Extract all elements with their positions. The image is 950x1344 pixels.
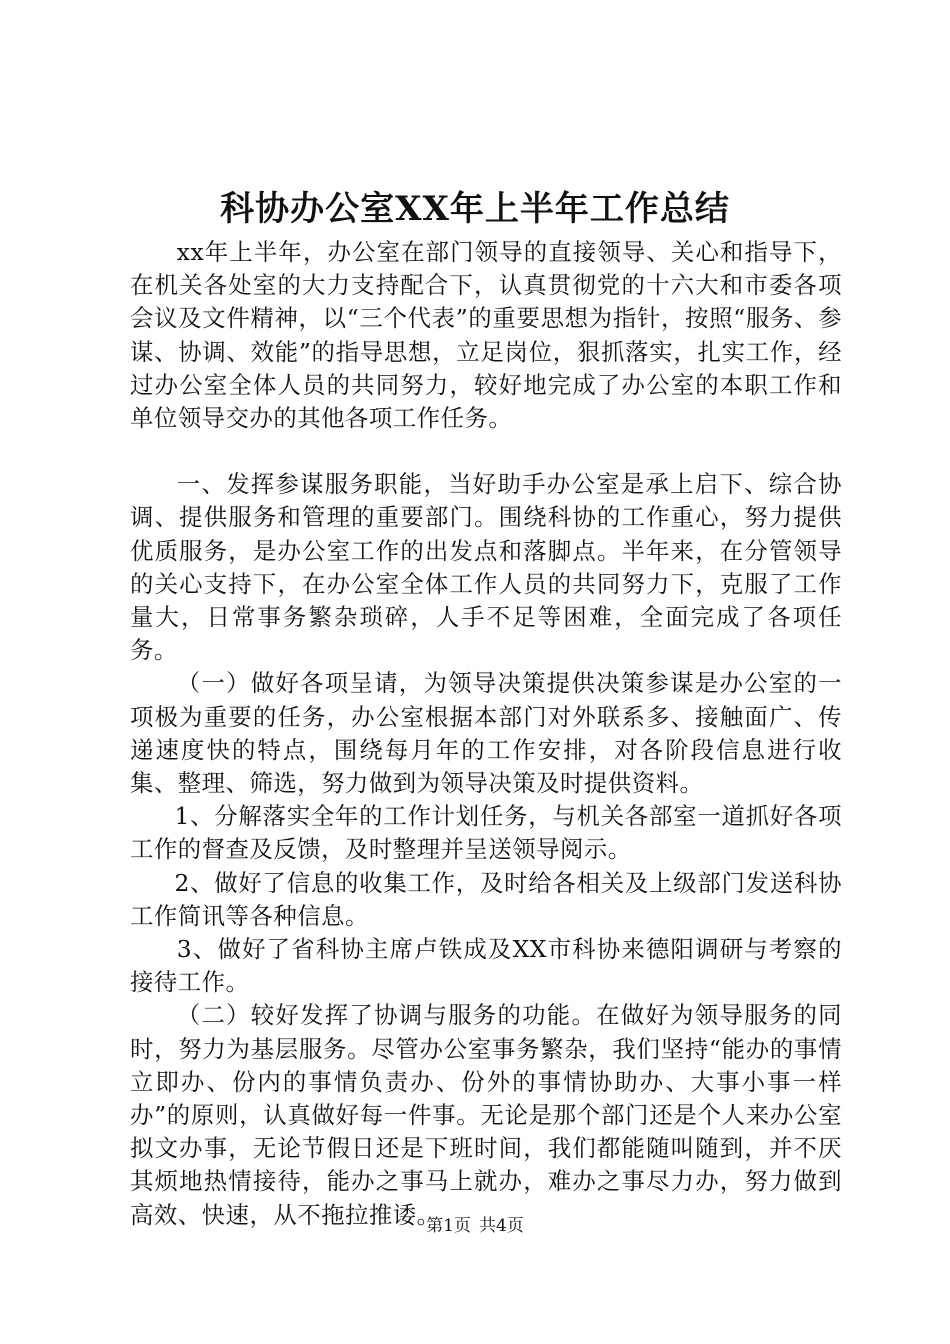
- item-three-paragraph: 3、做好了省科协主席卢铁成及XX市科协来德阳调研与考察的接待工作。: [130, 935, 842, 997]
- document-body: [130, 236, 842, 1232]
- page-number: 第1页: [426, 1216, 471, 1236]
- document-title: 科协办公室XX年上半年工作总结: [220, 189, 730, 229]
- section-one-paragraph: 一、发挥参谋服务职能，当好助手办公室是承上启下、综合协调、提供服务和管理的重要部门。围绕科协的工作重心，努力提供优质服务，是办公室工作的出发点和落脚点。半年来，在分管领导的关心支持下，在办公室全体工作人员的共同努力下，克服了工作量大，日常事务繁杂琐碎，人手不足等困难，全面完成了各项任务。: [130, 470, 842, 665]
- item-two-paragraph: 2、做好了信息的收集工作，及时给各相关及上级部门发送科协工作简讯等各种信息。: [130, 868, 842, 930]
- page-footer: [0, 1214, 950, 1238]
- subsection-two-paragraph: （二）较好发挥了协调与服务的功能。在做好为领导服务的同时，努力为基层服务。尽管办公室事务繁杂，我们坚持“能办的事情立即办、份内的事情负责办、份外的事情协助办、大事小事一样办”的原则，认真做好每一件事。无论是那个部门还是个人来办公室拟文办事，无论节假日还是下班时间，我们都能随叫随到，并不厌其烦地热情接待，能办之事马上就办，难办之事尽力办，努力做到高效、快速，从不拖拉推诿。: [130, 1001, 842, 1229]
- item-one-paragraph: 1、分解落实全年的工作计划任务，与机关各部室一道抓好各项工作的督查及反馈，及时整理并呈送领导阅示。: [130, 802, 842, 864]
- subsection-one-paragraph: （一）做好各项呈请，为领导决策提供决策参谋是办公室的一项极为重要的任务，办公室根据本部门对外联系多、接触面广、传递速度快的特点，围绕每月年的工作安排，对各阶段信息进行收集、整理、筛选，努力做到为领导决策及时提供资料。: [130, 669, 842, 798]
- page-total: 共4页: [479, 1216, 524, 1236]
- intro-paragraph: xx年上半年，办公室在部门领导的直接领导、关心和指导下，在机关各处室的大力支持配合下，认真贯彻党的十六大和市委各项会议及文件精神，以“三个代表”的重要思想为指针，按照“服务、参谋、协调、效能”的指导思想，立足岗位，狠抓落实，扎实工作，经过办公室全体人员的共同努力，较好地完成了办公室的本职工作和单位领导交办的其他各项工作任务。: [130, 238, 842, 433]
